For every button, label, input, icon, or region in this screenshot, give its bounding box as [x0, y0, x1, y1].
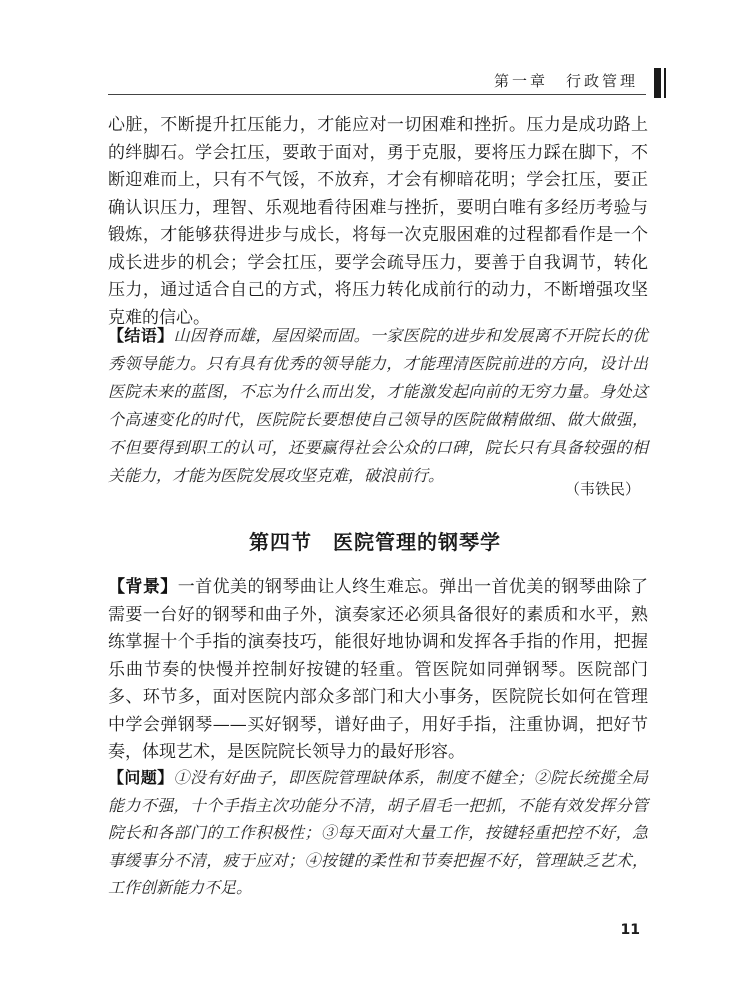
header-thick-bar [654, 68, 661, 98]
conclusion-text: 山因脊而雄，屋因梁而固。一家医院的进步和发展离不开院长的优秀领导能力。只有具有优秀的领导能力，才能理清医院前进的方向，设计出医院未来的蓝图，不忘为什么而出发，才能激发起向前的无穷力量。身处这个高速变化的时代，医院院长要想使自己领导的医院做精做细、做大做强，不但要得到职工的认可，还要赢得社会公众的口碑，院长只有具备较强的相关能力，才能为医院发展攻坚克难，破浪前行。 [108, 326, 648, 485]
problem-text: ①没有好曲子，即医院管理缺体系，制度不健全；②院长统揽全局能力不强，十个手指主次功能分不清，胡子眉毛一把抓，不能有效发挥分管院长和各部门的工作积极性；③每天面对大量工作，按键轻重把控不好，急事缓事分不清，疲于应对；④按键的柔性和节奏把握不好，管理缺乏艺术，工作创新能力不足。 [108, 768, 648, 897]
section-title: 第四节 医院管理的钢琴学 [249, 530, 501, 554]
paragraph-stress: 心脏，不断提升扛压能力，才能应对一切困难和挫折。压力是成功路上的绊脚石。学会扛压，要敢于面对，勇于克服，要将压力踩在脚下，不断迎难而上，只有不气馁，不放弃，才会有柳暗花明；学会扛压，要正确认识压力，理智、乐观地看待困难与挫折，要明白唯有多经历考验与锻炼，才能够获得进步与成长，将每一次克服困难的过程都看作是一个成长进步的机会；学会扛压，要学会疏导压力，要善于自我调节，转化压力，通过适合自己的方式，将压力转化成前行的动力，不断增强攻坚克难的信心。 [108, 115, 648, 328]
conclusion-author: （韦铁民） [564, 480, 640, 498]
problem-paragraph [108, 764, 648, 902]
problem-label: 【问题】 [108, 768, 174, 787]
running-header-chapter-title: 第一章 行政管理 [493, 72, 638, 90]
header-rule [108, 94, 646, 95]
conclusion-label: 【结语】 [108, 326, 174, 345]
conclusion-paragraph [108, 322, 648, 490]
background-paragraph [108, 574, 648, 767]
background-text: 一首优美的钢琴曲让人终生难忘。弹出一首优美的钢琴曲除了需要一台好的钢琴和曲子外，演奏家还必须具备很好的素质和水平，熟练掌握十个手指的演奏技巧，能很好地协调和发挥各手指的作用，把握乐曲节奏的快慢并控制好按键的轻重。管医院如同弹钢琴。医院部门多、环节多，面对医院内部众多部门和大小事务，医院院长如何在管理中学会弹钢琴——买好钢琴，谱好曲子，用好手指，注重协调，把好节奏，体现艺术，是医院院长领导力的最好形容。 [108, 577, 648, 762]
page-number: 11 [620, 922, 640, 938]
background-label: 【背景】 [108, 577, 178, 597]
header-thin-bar [664, 68, 666, 98]
